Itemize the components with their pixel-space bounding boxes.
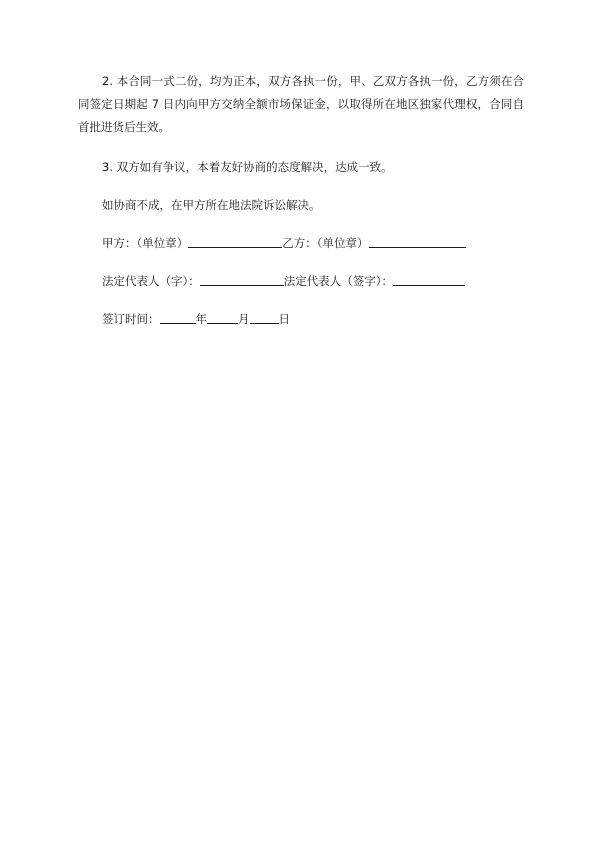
month-blank [207,311,238,324]
litigation-clause: 如协商不成，在甲方所在地法院诉讼解决。 [102,198,321,212]
signing-date-line [78,308,524,331]
year-label: 年 [195,312,207,326]
rep-b-label: 法定代表人（签字）： [283,274,393,288]
clause-2: 2. 本合同一式二份，均为正本，双方各执一份，甲、乙双方各执一份，乙方须在合同签定日期起 7 日内向甲方交纳全额市场保证金，以取得所在地区独家代理权，合同自首批进货后生效。 [78,74,524,134]
party-a-label: 甲方：（单位章） [102,236,189,250]
month-label: 月 [238,312,250,326]
date-label: 签订时间： [102,312,160,326]
contract-body [78,70,524,331]
party-a-blank [188,235,282,248]
party-b-blank [369,235,466,248]
day-blank [250,311,279,324]
representative-signature-line [78,270,524,293]
rep-a-blank [200,273,284,286]
clause-3: 3. 双方如有争议，本着友好协商的态度解决，达成一致。 [102,160,393,174]
rep-a-label: 法定代表人（字）： [102,274,200,288]
rep-b-blank [393,273,465,286]
day-label: 日 [278,312,290,326]
party-b-label: 乙方：（单位章） [282,236,369,250]
year-blank [160,311,196,324]
party-signature-line [78,232,524,255]
